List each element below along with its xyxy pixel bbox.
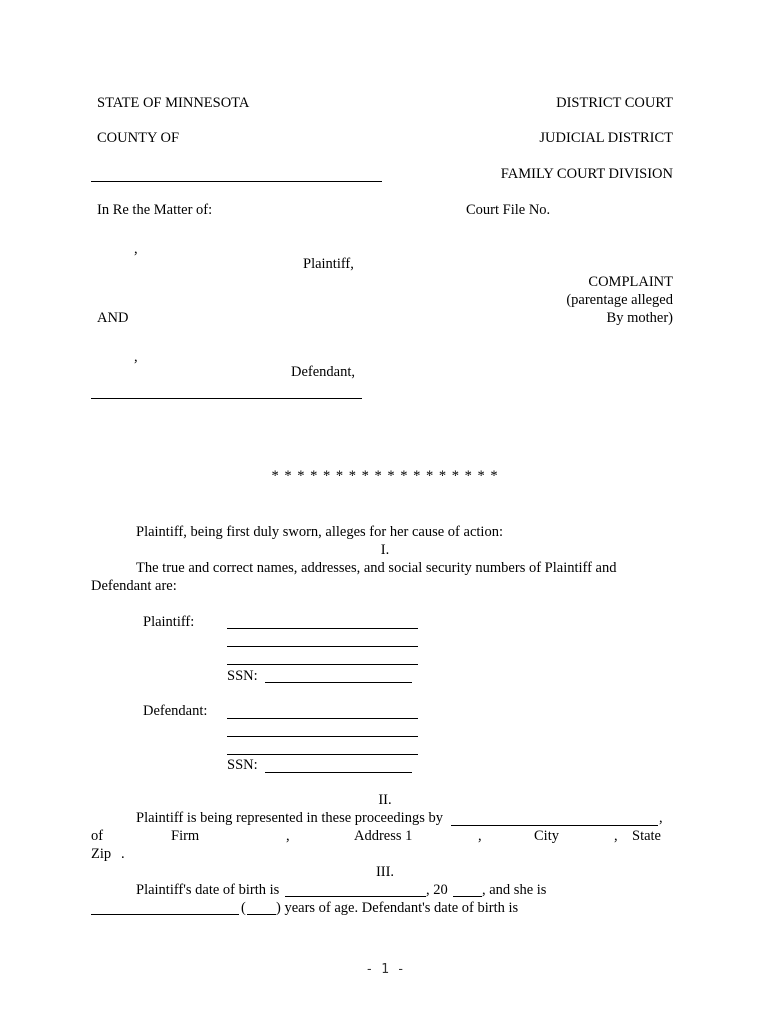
address-field: Address 1: [354, 828, 413, 844]
defendant-ssn-label: SSN:: [227, 757, 258, 773]
year-prefix: , 20: [426, 882, 448, 898]
county-heading: COUNTY OF: [97, 130, 180, 146]
plaintiff-info-label: Plaintiff:: [143, 614, 195, 630]
county-rule: [91, 181, 382, 182]
complaint-subtitle-2: By mother): [606, 310, 673, 326]
firm-field: Firm: [171, 828, 200, 844]
section-2-text: Plaintiff is being represented in these proceedings by: [136, 810, 443, 826]
complaint-title: COMPLAINT: [588, 274, 673, 290]
section-2-heading: II.: [378, 792, 392, 808]
plaintiff-address-line-2: [227, 646, 418, 647]
plaintiff-address-line-1: [227, 628, 418, 629]
city-comma: ,: [614, 828, 618, 844]
judicial-district-heading: JUDICIAL DISTRICT: [539, 130, 673, 146]
page-number: - 1 -: [365, 962, 405, 977]
plaintiff-ssn-label: SSN:: [227, 668, 258, 684]
state-heading: STATE OF MINNESOTA: [97, 95, 250, 111]
plaintiff-age-number-line: [247, 914, 276, 915]
plaintiff-dob-label: Plaintiff's date of birth is: [136, 882, 280, 898]
asterisk-separator: * * * * * * * * * * * * * * * * * *: [271, 468, 499, 484]
defendant-info-label: Defendant:: [143, 703, 208, 719]
section-1-text-line1: The true and correct names, addresses, and social security numbers of Plaintiff and: [136, 560, 617, 576]
plaintiff-name-comma: ,: [134, 241, 138, 257]
zip-field: Zip: [91, 846, 112, 862]
section-3-heading: III.: [375, 864, 395, 880]
state-field: State: [632, 828, 661, 844]
section-1-text-line2: Defendant are:: [91, 578, 177, 594]
defendant-name-comma: ,: [134, 349, 138, 365]
age-and-defendant-dob-text: ) years of age. Defendant's date of birth is: [276, 900, 519, 916]
district-court-heading: DISTRICT COURT: [556, 95, 673, 111]
and-label: AND: [97, 310, 129, 326]
plaintiff-address-line-3: [227, 664, 418, 665]
defendant-address-line-3: [227, 754, 418, 755]
complaint-subtitle-1: (parentage alleged: [566, 292, 673, 308]
city-field: City: [534, 828, 559, 844]
defendant-address-line-2: [227, 736, 418, 737]
defendant-role-label: Defendant,: [291, 364, 356, 380]
caption-bottom-rule: [91, 398, 362, 399]
representative-line: [451, 825, 658, 826]
plaintiff-ssn-line: [265, 682, 412, 683]
of-label: of: [91, 828, 104, 844]
defendant-address-line-1: [227, 718, 418, 719]
intro-paragraph: Plaintiff, being first duly sworn, alleges for her cause of action:: [136, 524, 503, 540]
section-1-heading: I.: [380, 542, 390, 558]
firm-comma: ,: [286, 828, 290, 844]
address-comma: ,: [478, 828, 482, 844]
defendant-ssn-line: [265, 772, 412, 773]
plaintiff-age-words-line: [91, 914, 239, 915]
plaintiff-dob-line: [285, 896, 426, 897]
plaintiff-role-label: Plaintiff,: [303, 256, 354, 272]
she-is-text: , and she is: [482, 882, 547, 898]
in-re-label: In Re the Matter of:: [97, 202, 213, 218]
zip-period: .: [121, 846, 125, 862]
age-open-paren: (: [241, 900, 246, 916]
plaintiff-year-line: [453, 896, 482, 897]
family-division-heading: FAMILY COURT DIVISION: [500, 166, 673, 182]
representative-comma: ,: [659, 810, 663, 826]
court-file-label: Court File No.: [466, 202, 551, 218]
